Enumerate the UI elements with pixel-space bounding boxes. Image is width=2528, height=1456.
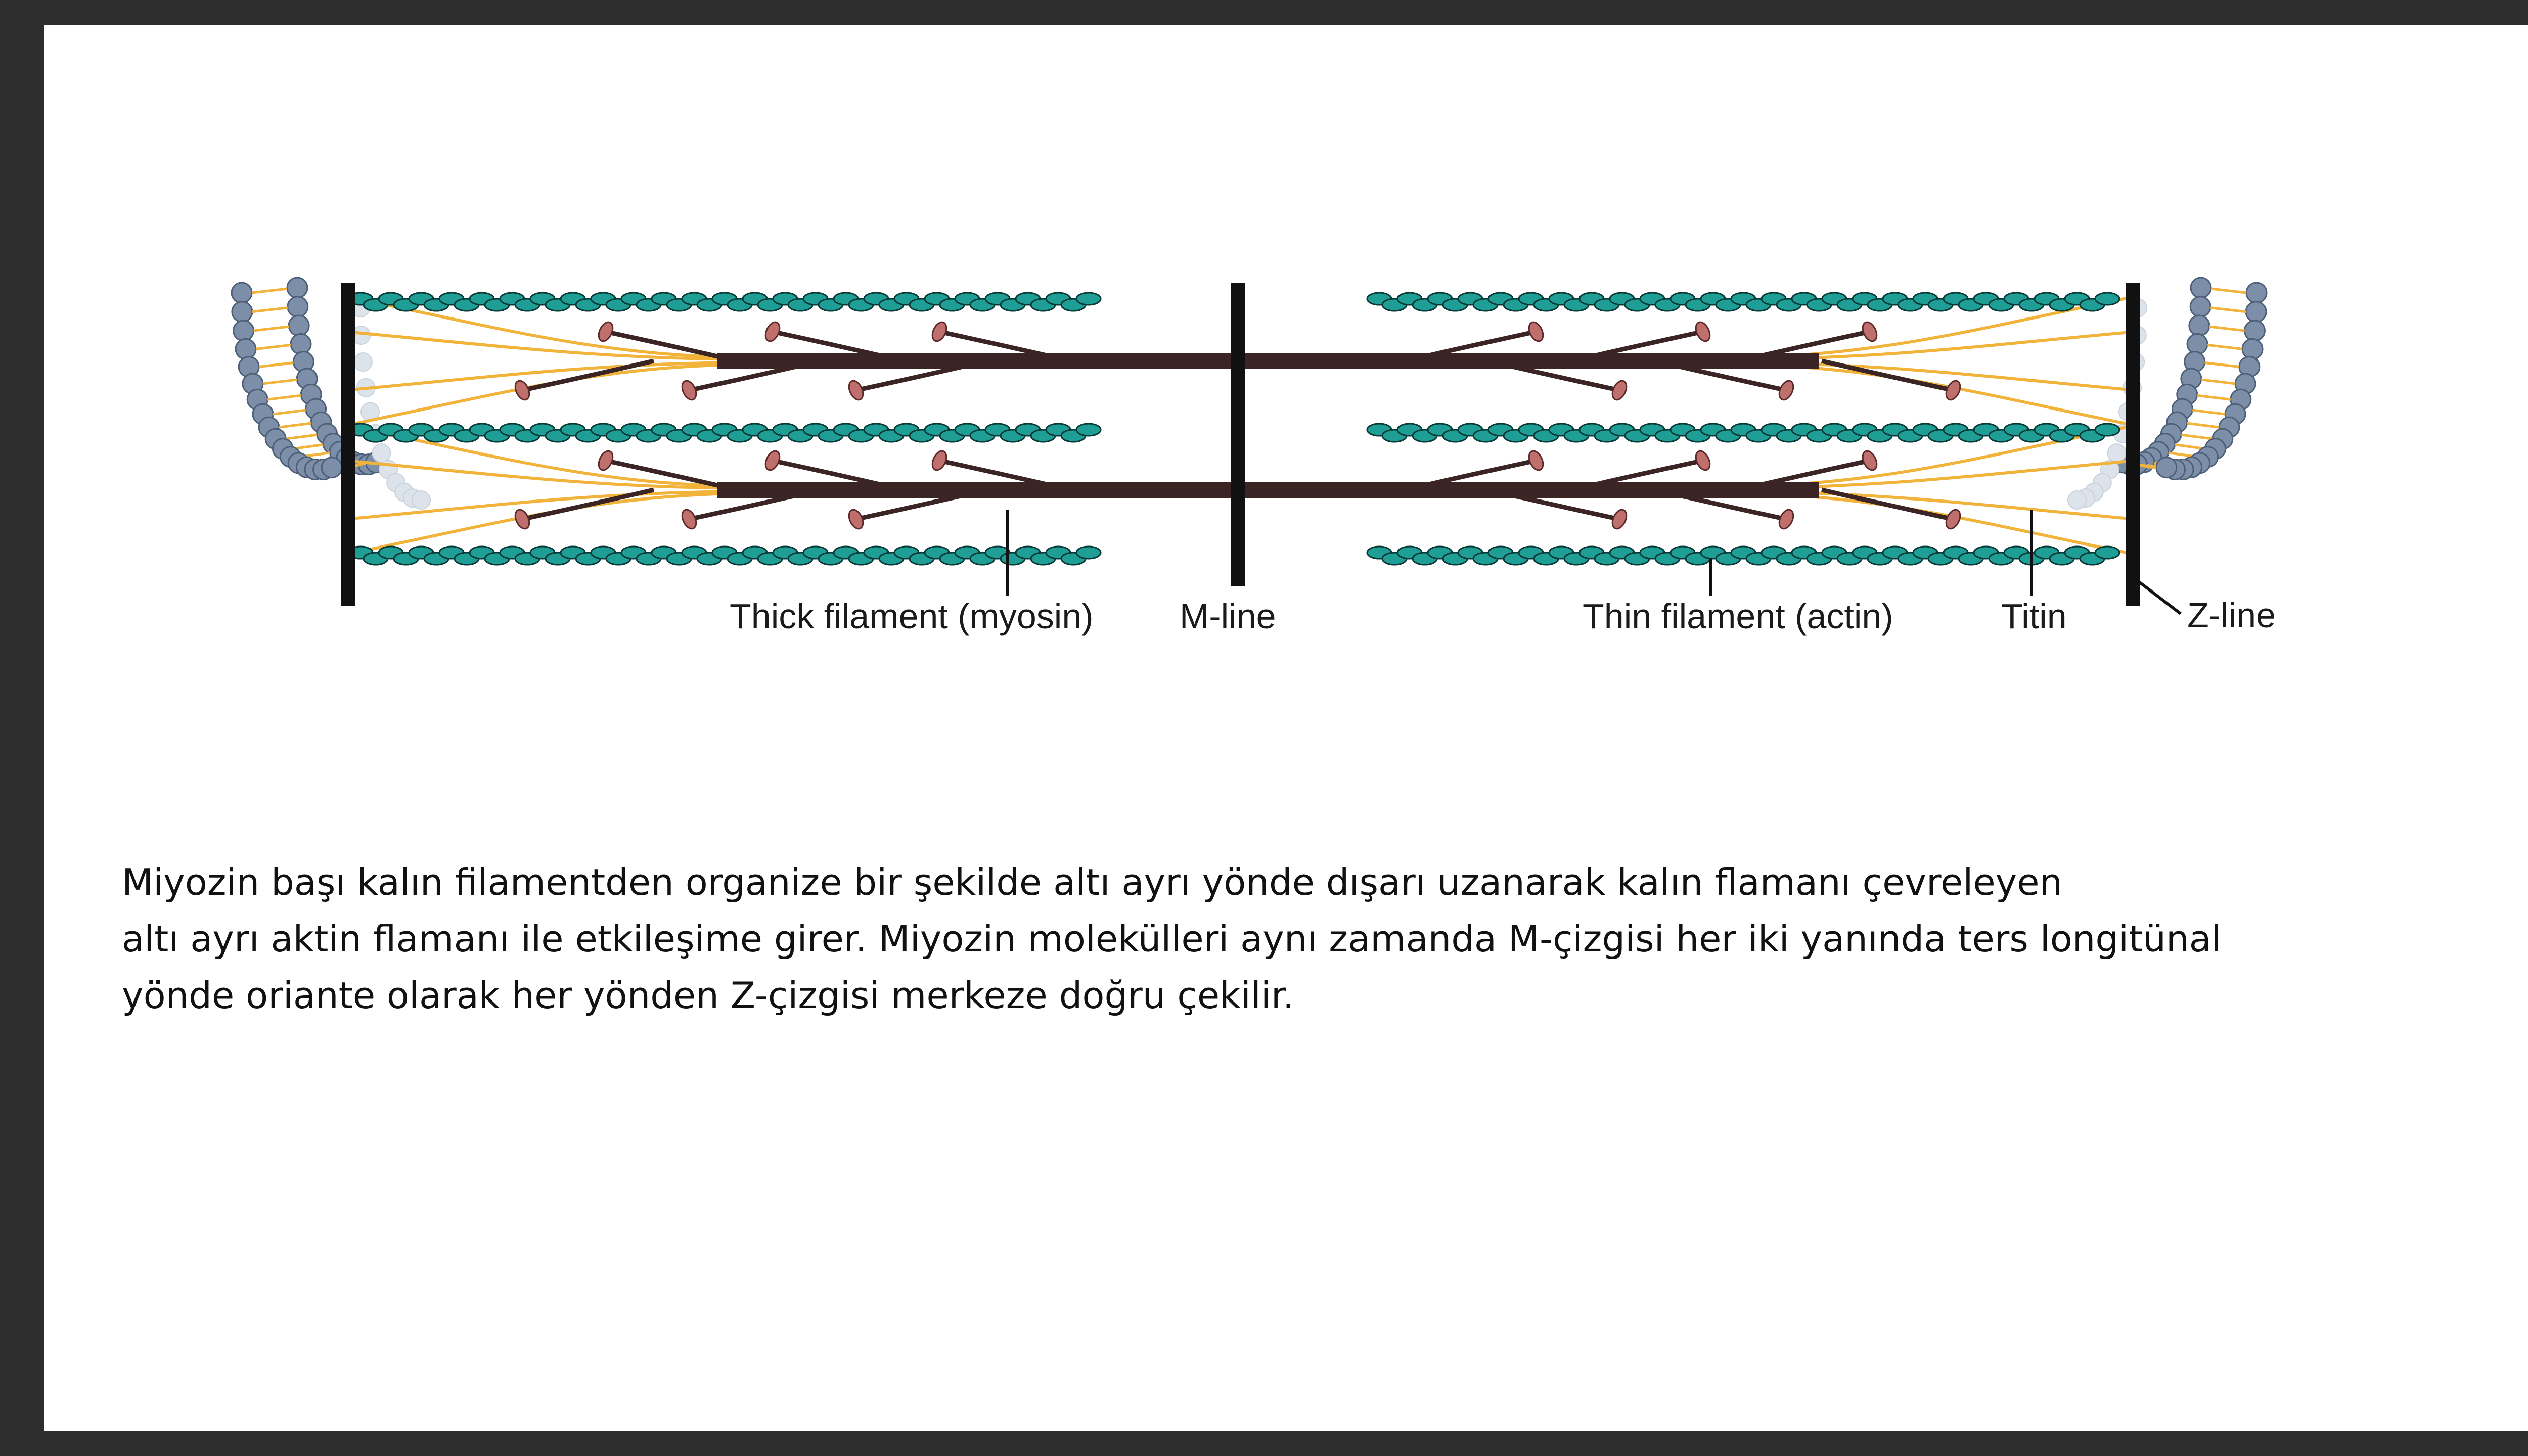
myosin-neck (1822, 490, 1953, 519)
label-thin-filament: Thin filament (actin) (1583, 597, 1893, 636)
body-line-3: yönde oriante olarak her yönden Z-çizgisi merkeze doğru çekilir. (122, 974, 1294, 1017)
membrane-bead (291, 334, 311, 354)
myosin-head (763, 449, 783, 472)
slide (44, 25, 2528, 1431)
membrane-lipid-tail (279, 423, 311, 427)
membrane-lipid-tail (263, 380, 297, 384)
myosin-head (1526, 449, 1546, 472)
membrane-lipid-tail (2210, 308, 2246, 312)
z-line-right (2126, 283, 2140, 606)
myosin-head (680, 508, 699, 531)
membrane-lipid-tail (2181, 435, 2212, 439)
membrane-bead (2244, 321, 2265, 341)
membrane-lipid-tail (2205, 363, 2239, 367)
myosin-head (1610, 379, 1630, 402)
membrane-lipid-tail (2209, 327, 2245, 331)
membrane-bead (236, 339, 256, 359)
membrane-lipid-tail (259, 363, 293, 367)
myosin-neck (522, 490, 654, 519)
membrane-lipid-tail (267, 395, 301, 399)
myosin-head (930, 449, 950, 472)
membrane-bead (288, 297, 308, 317)
body-line-1: Miyozin başı kalın filamentden organize bir şekilde altı ayrı yönde dışarı uzanarak kalın flamanı çevreleyen (122, 861, 2063, 903)
membrane-bead (2189, 315, 2209, 336)
myosin-head (846, 508, 866, 531)
membrane-bead-faded (2108, 444, 2126, 462)
membrane-lipid-tail (254, 327, 289, 331)
membrane-bead-faded (354, 353, 372, 371)
body-paragraph (122, 854, 2448, 1024)
membrane-right (2068, 278, 2267, 509)
myosin-head (1693, 320, 1713, 343)
membrane-lipid-tail (252, 308, 288, 312)
membrane-lipid-tail (2201, 380, 2235, 384)
myosin-head (596, 320, 616, 343)
actin-bead (1076, 547, 1101, 559)
sarcomere-diagram (44, 25, 2528, 733)
myosin-head (930, 320, 950, 343)
m-line (1231, 283, 1245, 586)
myosin-neck (1822, 361, 1953, 390)
membrane-bead-faded (412, 491, 430, 509)
membrane-bead (232, 302, 252, 322)
membrane-bead (322, 458, 342, 478)
myosin-head (1777, 508, 1796, 531)
actin-bead (1076, 293, 1101, 305)
membrane-lipid-tail (2197, 395, 2231, 399)
myosin-head (1610, 508, 1630, 531)
actin-bead (1076, 424, 1101, 436)
membrane-bead (234, 321, 254, 341)
actin-bead (2095, 293, 2119, 305)
membrane-left (232, 278, 430, 509)
myosin-head (513, 379, 532, 402)
membrane-bead (287, 278, 307, 298)
membrane-lipid-tail (293, 445, 323, 449)
actin-bead (2095, 547, 2119, 559)
membrane-lipid-tail (2175, 445, 2205, 449)
label-thick-filament: Thick filament (myosin) (730, 597, 1094, 636)
myosin-head (763, 320, 783, 343)
myosin-head (513, 508, 532, 531)
membrane-bead (2156, 458, 2177, 478)
membrane-lipid-tail (2192, 410, 2225, 414)
label-titin: Titin (2001, 597, 2067, 636)
membrane-bead (2242, 339, 2263, 359)
myosin-neck (522, 361, 654, 390)
membrane-bead (232, 283, 252, 303)
membrane-lipid-tail (2211, 289, 2246, 293)
body-line-2: altı ayrı aktin flamanı ile etkileşime girer. Miyozin molekülleri aynı zamanda M-çizgisi her iki yanında ters longitünal (122, 918, 2222, 960)
membrane-lipid-tail (273, 410, 306, 414)
membrane-lipid-tail (256, 345, 291, 349)
label-z-line: Z-line (2187, 596, 2276, 635)
membrane-bead (2187, 334, 2207, 354)
membrane-bead (2246, 302, 2266, 322)
myosin-head (846, 379, 866, 402)
myosin-head (596, 449, 616, 472)
myosin-head (1860, 449, 1880, 472)
membrane-bead (2191, 278, 2211, 298)
myosin-head (1944, 508, 1963, 531)
membrane-lipid-tail (286, 435, 317, 439)
myosin-head (1693, 449, 1713, 472)
membrane-lipid-tail (252, 289, 287, 293)
membrane-bead-faded (2068, 491, 2086, 509)
membrane-lipid-tail (2207, 345, 2242, 349)
membrane-lipid-tail (2187, 423, 2219, 427)
membrane-bead (289, 315, 309, 336)
leader-z-line (2138, 581, 2181, 614)
membrane-bead-faded (372, 444, 390, 462)
myosin-head (1860, 320, 1880, 343)
myosin-head (1526, 320, 1546, 343)
membrane-bead (2246, 283, 2267, 303)
myosin-head (680, 379, 699, 402)
label-m-line: M-line (1180, 597, 1276, 636)
myosin-head (1944, 379, 1963, 402)
z-line-left (341, 283, 355, 606)
membrane-bead (2190, 297, 2210, 317)
myosin-head (1777, 379, 1796, 402)
actin-bead (2095, 424, 2119, 436)
